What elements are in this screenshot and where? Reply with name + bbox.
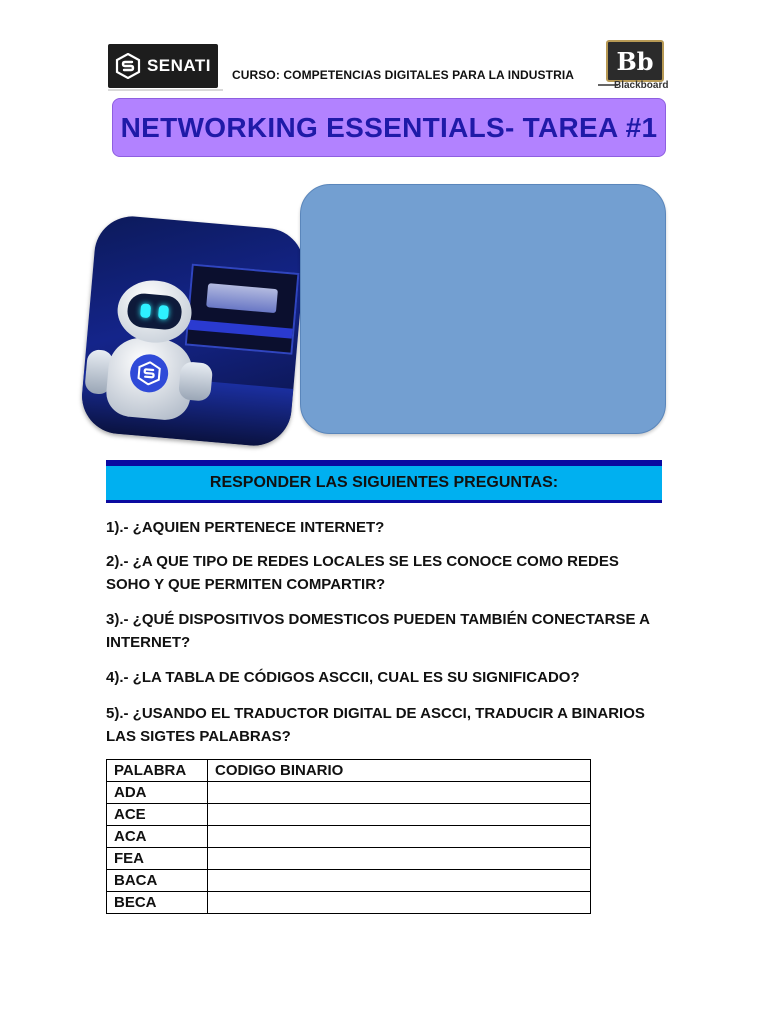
table-row [107,848,591,870]
question-2: 2).- ¿A QUE TIPO DE REDES LOCALES SE LES CONOCE COMO REDES SOHO Y QUE PERMITEN COMPARTIR? [106,553,619,593]
word-cell: BACA [107,870,208,892]
senati-logo-text: SENATI [146,56,212,75]
word-cell: ACA [107,826,208,848]
binary-table [106,759,591,914]
screen-ticker [188,320,292,339]
course-label: CURSO: COMPETENCIAS DIGITALES PARA LA INDUSTRIA [232,68,575,82]
header-divider [108,89,223,91]
section-title: RESPONDER LAS SIGUIENTES PREGUNTAS: [209,474,559,491]
word-cell: BECA [107,892,208,914]
table-row [107,826,591,848]
title-banner [112,98,666,157]
robot-right-arm [178,361,213,402]
robot-eye-right [158,305,169,320]
robot-s-badge-icon [129,353,170,394]
studio-screen [185,264,300,355]
table-row [107,782,591,804]
blue-panel [300,184,666,434]
word-cell: FEA [107,848,208,870]
binary-cell[interactable] [208,892,591,914]
table-row [107,870,591,892]
table-header-cell: PALABRA [107,760,208,782]
table-row [107,892,591,914]
screen-logo [206,283,278,313]
question-5: 5).- ¿USANDO EL TRADUCTOR DIGITAL DE ASCCI, TRADUCIR A BINARIOS LAS SIGTES PALABRAS? [106,705,645,745]
robot-eye-left [140,303,151,318]
robot-mascot-image [79,213,307,448]
table-header-row [107,760,591,782]
table-header-cell: CODIGO BINARIO [208,760,591,782]
table-row [107,804,591,826]
question-3: 3).- ¿QUÉ DISPOSITIVOS DOMESTICOS PUEDEN TAMBIÉN CONECTARSE A INTERNET? [106,611,650,651]
binary-cell[interactable] [208,782,591,804]
robot-face [126,292,183,331]
word-cell: ACE [107,804,208,826]
binary-cell[interactable] [208,804,591,826]
binary-cell[interactable] [208,870,591,892]
word-cell: ADA [107,782,208,804]
question-1: 1).- ¿AQUIEN PERTENECE INTERNET? [106,519,385,536]
page-title: NETWORKING ESSENTIALS- TAREA #1 [120,111,658,143]
senati-s-icon [115,53,141,79]
senati-logo [108,44,218,88]
bb-mark: Bb [606,40,664,82]
question-4: 4).- ¿LA TABLA DE CÓDIGOS ASCCII, CUAL ES SU SIGNIFICADO? [106,669,580,686]
blackboard-logo [598,38,669,94]
robot-head [115,277,194,345]
binary-cell[interactable] [208,848,591,870]
bb-wordmark: Blackboard [614,80,669,91]
section-header-bar [106,460,662,503]
binary-cell[interactable] [208,826,591,848]
